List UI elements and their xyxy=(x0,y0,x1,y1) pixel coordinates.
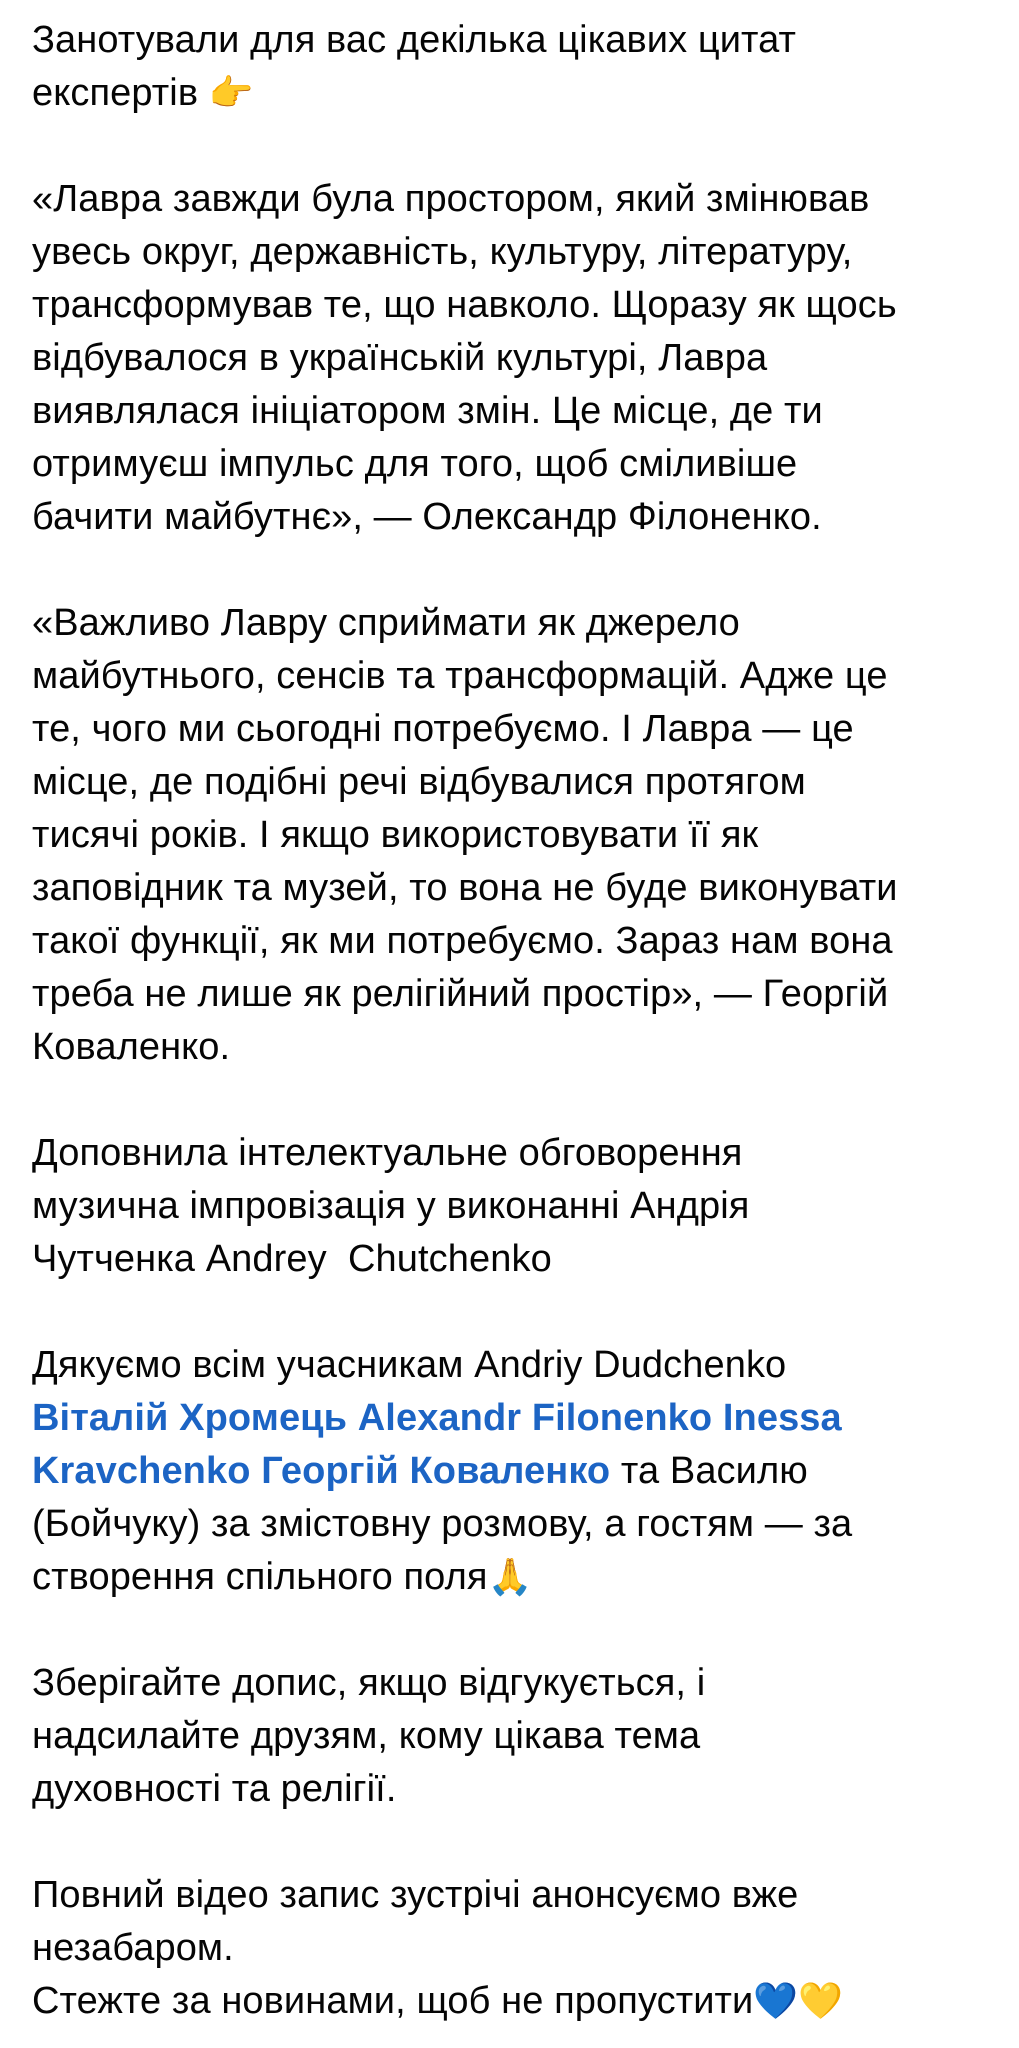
save-line: Зберігайте допис, якщо відгукується, і xyxy=(32,1662,706,1704)
quote-1-line: «Лавра завжди була простором, який змінював xyxy=(32,178,870,220)
quote-2-line: такої функції, як ми потребуємо. Зараз нам вона xyxy=(32,920,893,962)
quote-2-line: майбутнього, сенсів та трансформацій. Адже це xyxy=(32,655,888,697)
intro-line-1: Занотували для вас декілька цікавих цитат xyxy=(32,19,797,61)
thanks-paragraph xyxy=(32,1339,1007,1604)
thanks-line-4: (Бойчуку) за змістовну розмову, а гостям — за xyxy=(32,1503,853,1545)
video-line-2: незабаром. xyxy=(32,1927,234,1969)
save-paragraph xyxy=(32,1657,1007,1816)
music-line: Чутченка Andrey Chutchenko xyxy=(32,1238,552,1280)
save-line: духовності та релігії. xyxy=(32,1768,397,1810)
quote-2-line: заповідник та музей, то вона не буде виконувати xyxy=(32,867,898,909)
quote-1-line: увесь округ, державність, культуру, літературу, xyxy=(32,231,853,273)
save-line: надсилайте друзям, кому цікава тема xyxy=(32,1715,701,1757)
post-body xyxy=(32,14,1007,2028)
quote-1-line: трансформував те, що навколо. Щоразу як щось xyxy=(32,284,897,326)
quote-1-line: отримуєш імпульс для того, щоб сміливіше xyxy=(32,443,798,485)
video-line-3: Стежте за новинами, щоб не пропустити xyxy=(32,1980,754,2022)
thanks-line-5: створення спільного поля xyxy=(32,1556,488,1598)
video-line-1: Повний відео запис зустрічі анонсуємо вже xyxy=(32,1874,799,1916)
yellow-heart-emoji-icon: 💛 xyxy=(798,1981,844,2022)
quote-1-line: виявлялася ініціатором змін. Це місце, де ти xyxy=(32,390,823,432)
quote-2-line: тисячі років. І якщо використовувати її як xyxy=(32,814,759,856)
mention-inessa-kravchenko-part1[interactable]: Inessa xyxy=(722,1397,842,1439)
mention-heorhiy-kovalenko[interactable]: Георгій Коваленко xyxy=(261,1450,611,1492)
quote-2-line: «Важливо Лавру сприймати як джерело xyxy=(32,602,740,644)
blue-heart-emoji-icon: 💙 xyxy=(753,1981,799,2022)
thanks-line-3-tail: та Василю xyxy=(610,1450,808,1492)
quote-1-line: відбувалося в українській культурі, Лавра xyxy=(32,337,768,379)
video-paragraph xyxy=(32,1869,1007,2028)
quote-2-line: треба не лише як релігійний простір», — Георгій xyxy=(32,973,889,1015)
quote-2-line: те, чого ми сьогодні потребуємо. І Лавра — це xyxy=(32,708,854,750)
mention-vitaliy-khromets[interactable]: Віталій Хромець xyxy=(32,1397,348,1439)
quote-1-paragraph xyxy=(32,173,1007,544)
quote-2-paragraph xyxy=(32,597,1007,1074)
thanks-line-1: Дякуємо всім учасникам Andriy Dudchenko xyxy=(32,1344,787,1386)
music-paragraph xyxy=(32,1127,1007,1286)
intro-line-2: експертів xyxy=(32,72,199,114)
mention-alexandr-filonenko[interactable]: Alexandr Filonenko xyxy=(357,1397,713,1439)
quote-1-line: бачити майбутнє», — Олександр Філоненко. xyxy=(32,496,822,538)
music-line: музична імпровізація у виконанні Андрія xyxy=(32,1185,750,1227)
pointing-hand-emoji-icon: 👉 xyxy=(208,73,254,114)
quote-2-line: Коваленко. xyxy=(32,1026,231,1068)
quote-2-line: місце, де подібні речі відбувалися протягом xyxy=(32,761,806,803)
intro-paragraph xyxy=(32,14,1007,120)
praying-hands-emoji-icon: 🙏 xyxy=(487,1557,533,1598)
mention-inessa-kravchenko-part2[interactable]: Kravchenko xyxy=(32,1450,251,1492)
music-line: Доповнила інтелектуальне обговорення xyxy=(32,1132,743,1174)
